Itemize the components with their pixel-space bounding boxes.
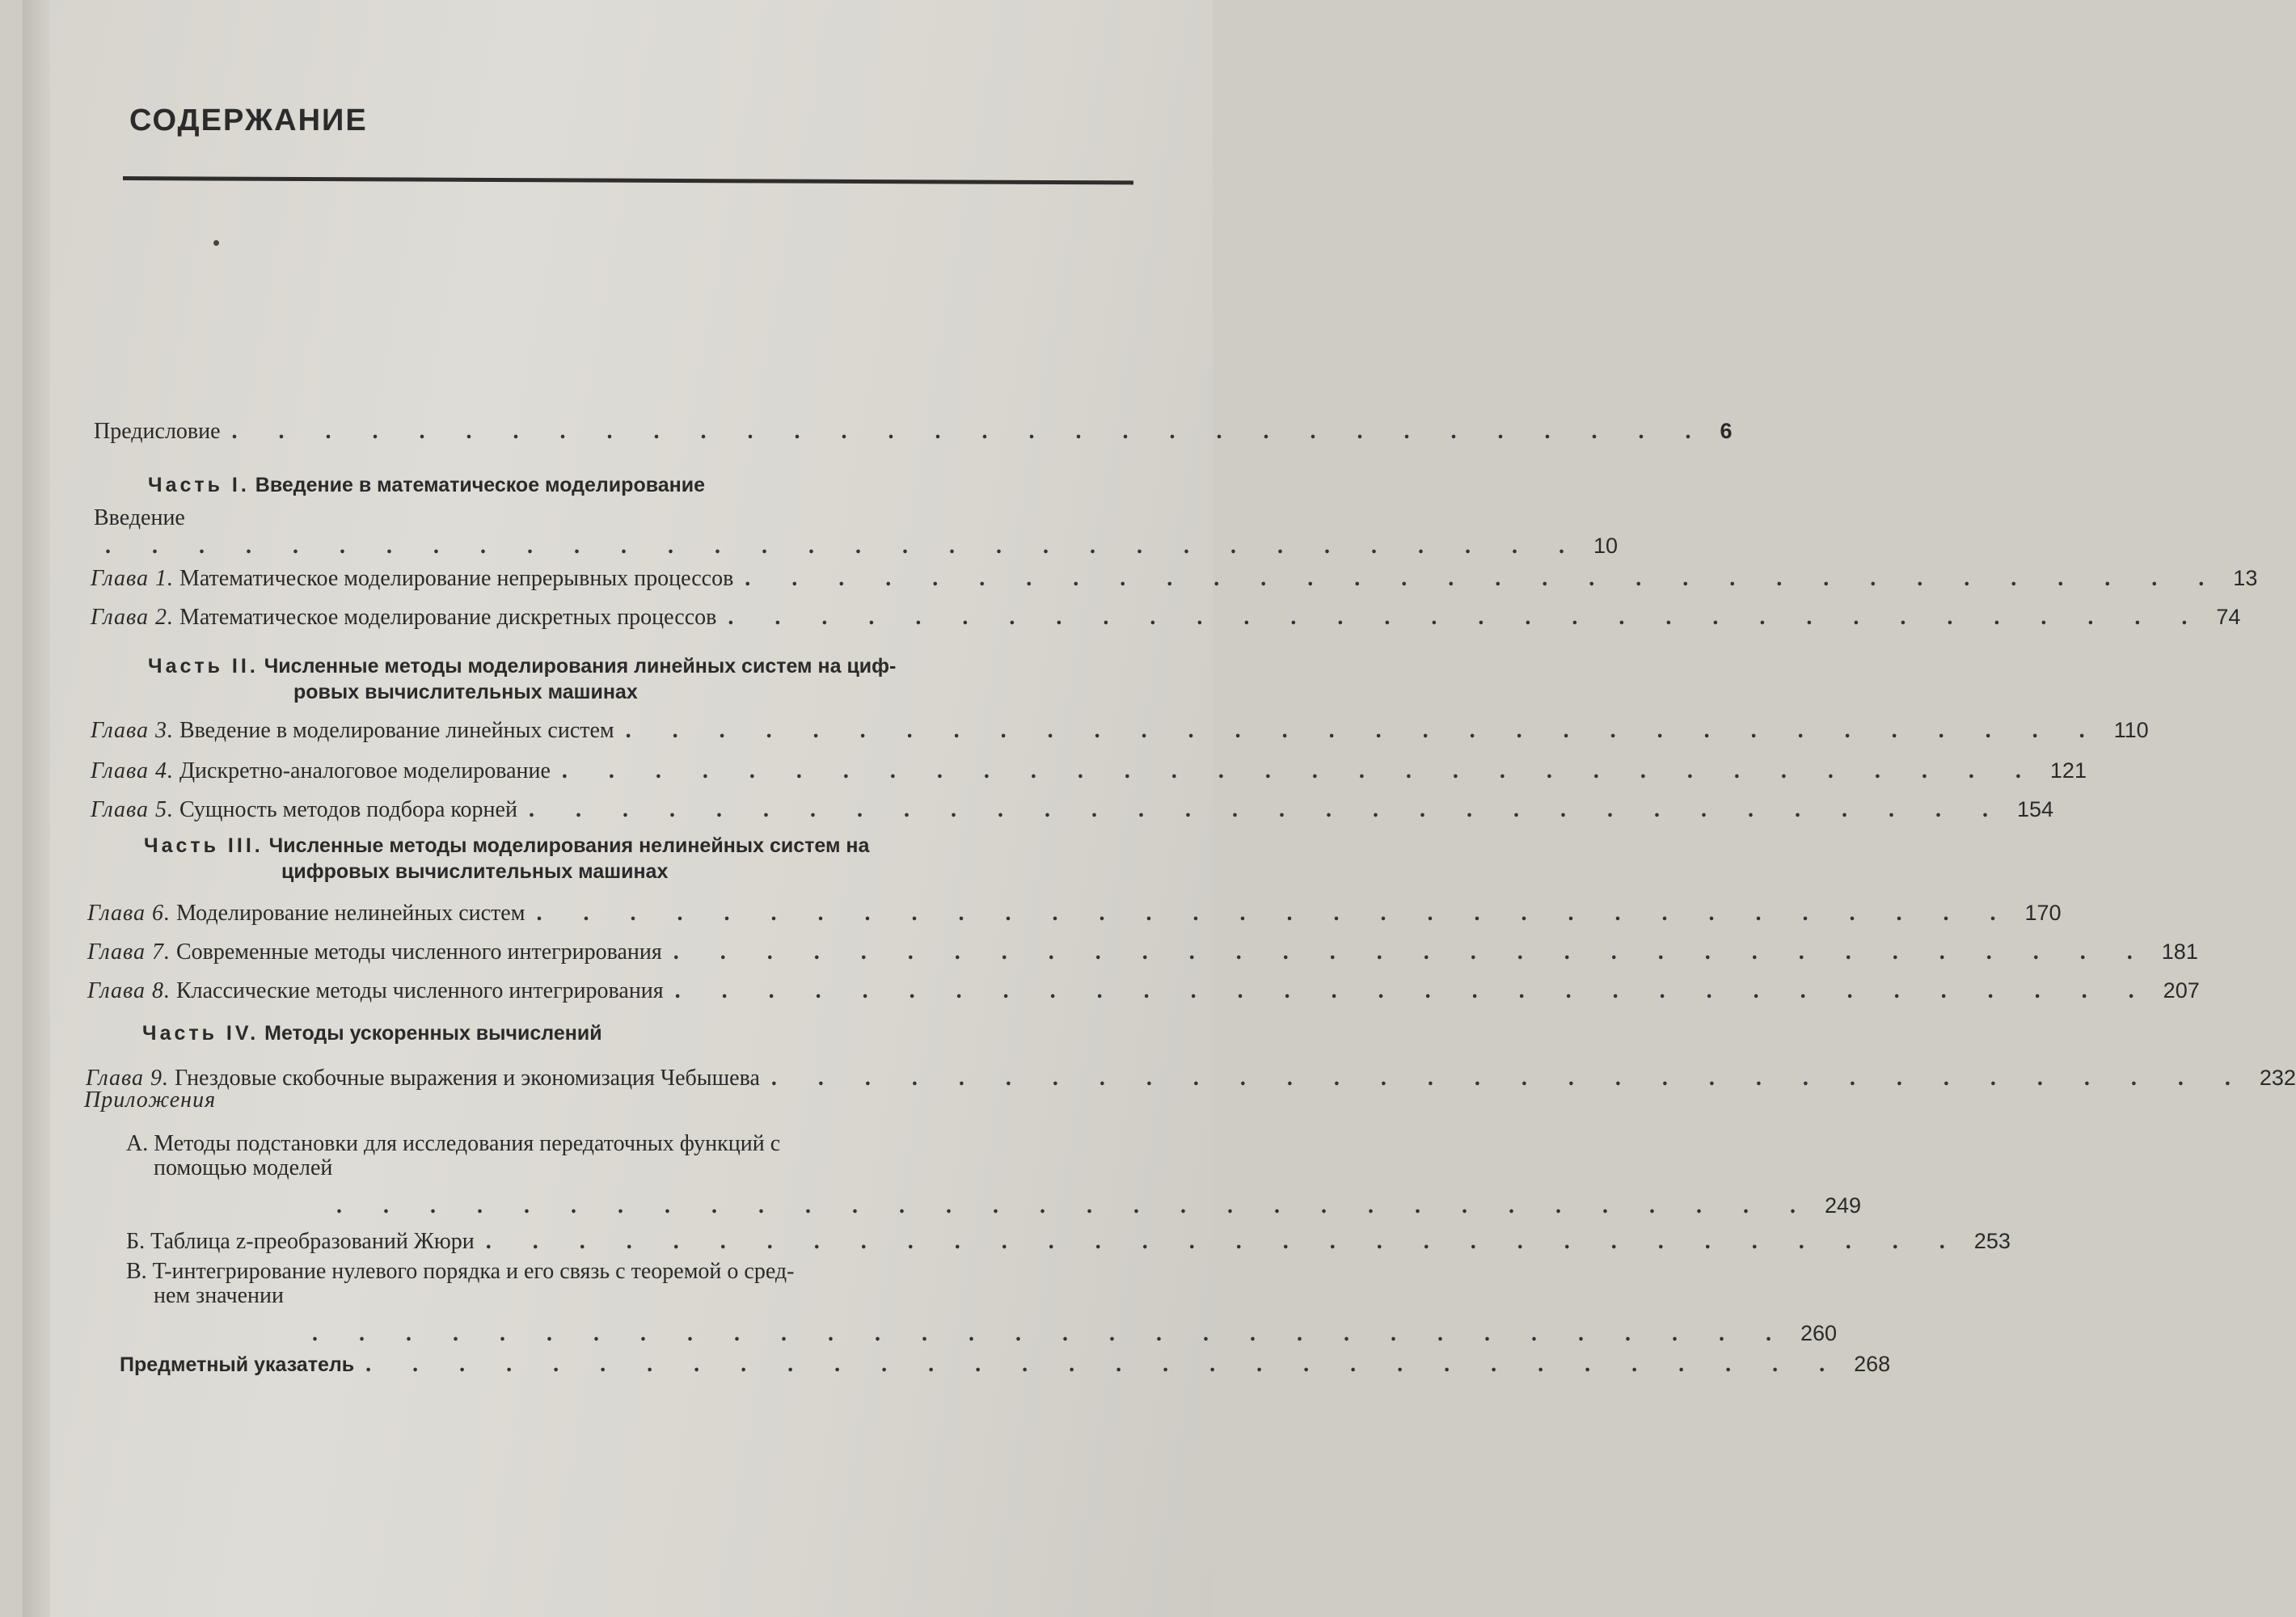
toc-entry-intro-label: Введение xyxy=(94,505,185,530)
toc-entry-chapter-4[interactable]: Глава 4. Дискретно-аналоговое моделирование . . . . . . . . . . . . . . . . . . . . . . . . . . . . . . . . 121 xyxy=(91,758,2087,783)
book-page xyxy=(23,0,2296,1617)
toc-entry-preface[interactable]: Предисловие . . . . . . . . . . . . . . . . . . . . . . . . . . . . . . . . 6 xyxy=(94,419,1733,444)
leader-dots: . . . . . . . . . . . . . . . . . . . . . . . . . . . . . . . . xyxy=(312,1321,1789,1346)
toc-appendices-heading: Приложения xyxy=(84,1087,217,1112)
leader-dots: . . . . . . . . . . . . . . . . . . . . . . . . . . . . . . . . xyxy=(770,1066,2248,1091)
leader-dots: . . . . . . . . . . . . . . . . . . . . . . . . . . . . . . . . xyxy=(674,978,2152,1003)
leader-dots: . . . . . . . . . . . . . . . . . . . . . . . . . . . . . . . . xyxy=(625,718,2103,743)
page-number: 10 xyxy=(1593,534,1619,558)
toc-entry-index[interactable]: Предметный указатель . . . . . . . . . . . . . . . . . . . . . . . . . . . . . . . . 268 xyxy=(120,1352,1891,1377)
toc-appendix-a[interactable]: А. Методы подстановки для исследования передаточных функций с помощью моделей xyxy=(126,1131,781,1180)
page-number: 121 xyxy=(2049,758,2087,783)
toc-appendix-c-page[interactable] xyxy=(126,1321,1838,1347)
toc-entry-chapter-9[interactable]: Глава 9. Гнездовые скобочные выражения и экономизация Чебышева . . . . . . . . . . . . . . . . . . . . . . . . . . . . . . . . 232 xyxy=(86,1066,2296,1091)
page-number: 181 xyxy=(2161,939,2198,964)
toc-entry-chapter-8[interactable]: Глава 8. Классические методы численного интегрирования . . . . . . . . . . . . . . . . . . . . . . . . . . . . . . . . 207 xyxy=(87,978,2200,1003)
toc-entry-intro[interactable] xyxy=(94,534,1619,559)
leader-dots: . . . . . . . . . . . . . . . . . . . . . . . . . . . . . . . . xyxy=(485,1229,1963,1254)
toc-entry-chapter-7[interactable]: Глава 7. Современные методы численного интегрирования . . . . . . . . . . . . . . . . . . . . . . . . . . . . . . . . 181 xyxy=(87,939,2198,965)
page-number: 232 xyxy=(2259,1066,2296,1090)
page-number: 154 xyxy=(2016,797,2054,821)
toc-entry-chapter-6[interactable]: Глава 6. Моделирование нелинейных систем . . . . . . . . . . . . . . . . . . . . . . . . . . . . . . . . 170 xyxy=(87,901,2062,926)
page-spine-shadow xyxy=(23,0,50,1617)
title-rule xyxy=(123,176,1133,184)
leader-dots: . . . . . . . . . . . . . . . . . . . . . . . . . . . . . . . . xyxy=(536,901,2014,926)
page-number: 6 xyxy=(1720,419,1733,443)
leader-dots: . . . . . . . . . . . . . . . . . . . . . . . . . . . . . . . . xyxy=(528,797,2006,822)
leader-dots: . . . . . . . . . . . . . . . . . . . . . . . . . . . . . . . . xyxy=(561,758,2039,783)
leader-dots: . . . . . . . . . . . . . . . . . . . . . . . . . . . . . . . . xyxy=(728,605,2205,630)
leader-dots: . . . . . . . . . . . . . . . . . . . . . . . . . . . . . . . . xyxy=(365,1352,1843,1377)
toc-entry-chapter-1[interactable]: Глава 1. Математическое моделирование непрерывных процессов . . . . . . . . . . . . . . . . . . . . . . . . . . . . . . . . 13 xyxy=(91,566,2258,591)
leader-dots: . . . . . . . . . . . . . . . . . . . . . . . . . . . . . . . . xyxy=(336,1193,1813,1218)
toc-part-4[interactable]: Часть IV. Методы ускоренных вычислений xyxy=(142,1022,602,1045)
paper-speck xyxy=(213,240,219,246)
toc-part-3[interactable]: Часть III. Численные методы моделирования нелинейных систем на цифровых вычислительных машинах xyxy=(144,834,870,883)
toc-part-2[interactable]: Часть II. Численные методы моделирования линейных систем на циф- ровых вычислительных машинах xyxy=(148,655,897,703)
toc-appendix-a-page[interactable] xyxy=(126,1193,1862,1219)
page-title: СОДЕРЖАНИЕ xyxy=(129,103,368,137)
leader-dots: . . . . . . . . . . . . . . . . . . . . . . . . . . . . . . . . xyxy=(105,534,1582,559)
page-number: 268 xyxy=(1854,1352,1891,1376)
leader-dots: . . . . . . . . . . . . . . . . . . . . . . . . . . . . . . . . xyxy=(745,566,2222,591)
toc-appendix-c[interactable]: В. T-интегрирование нулевого порядка и его связь с теоремой о сред- нем значении xyxy=(126,1259,795,1308)
page-number: 249 xyxy=(1825,1193,1862,1218)
leader-dots: . . . . . . . . . . . . . . . . . . . . . . . . . . . . . . . . xyxy=(231,419,1709,444)
page-number: 13 xyxy=(2233,566,2258,590)
toc-appendix-b[interactable]: Б. Таблица z-преобразований Жюри . . . . . . . . . . . . . . . . . . . . . . . . . . . . . . . . 253 xyxy=(126,1229,2011,1254)
page-number: 207 xyxy=(2163,978,2200,1003)
page-number: 110 xyxy=(2113,718,2149,742)
toc-entry-chapter-3[interactable]: Глава 3. Введение в моделирование линейных систем . . . . . . . . . . . . . . . . . . . . . . . . . . . . . . . . 110 xyxy=(91,718,2149,743)
toc-part-1[interactable]: Часть I. Введение в математическое моделирование xyxy=(148,474,706,496)
page-number: 74 xyxy=(2216,605,2241,629)
page-number: 170 xyxy=(2024,901,2062,925)
page-number: 253 xyxy=(1973,1229,2011,1253)
toc-entry-chapter-2[interactable]: Глава 2. Математическое моделирование дискретных процессов . . . . . . . . . . . . . . . . . . . . . . . . . . . . . . . . 74 xyxy=(91,605,2241,630)
toc-entry-chapter-5[interactable]: Глава 5. Сущность методов подбора корней . . . . . . . . . . . . . . . . . . . . . . . . . . . . . . . . 154 xyxy=(91,797,2054,822)
leader-dots: . . . . . . . . . . . . . . . . . . . . . . . . . . . . . . . . xyxy=(673,939,2150,965)
page-number: 260 xyxy=(1800,1321,1838,1345)
